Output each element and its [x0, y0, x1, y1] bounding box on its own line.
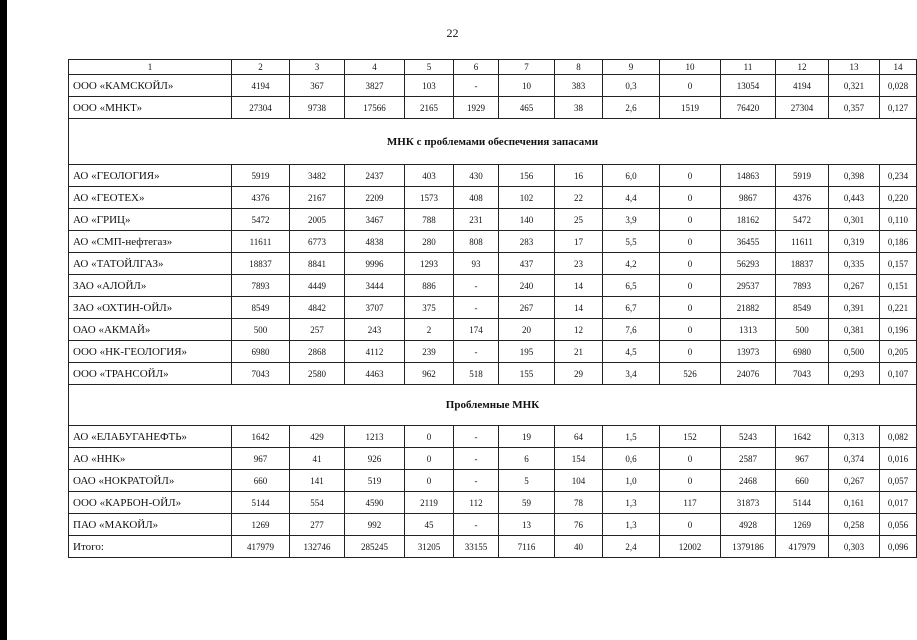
- value-cell: 0,443: [829, 187, 880, 209]
- value-cell: 1293: [405, 253, 454, 275]
- value-cell: 660: [776, 470, 829, 492]
- value-cell: 21882: [721, 297, 776, 319]
- value-cell: 21: [555, 341, 603, 363]
- column-number-cell: 2: [232, 60, 290, 75]
- value-cell: 375: [405, 297, 454, 319]
- value-cell: 4112: [345, 341, 405, 363]
- table-row: [69, 187, 917, 209]
- value-cell: 0,056: [880, 514, 917, 536]
- column-number-cell: 3: [290, 60, 345, 75]
- value-cell: 174: [454, 319, 499, 341]
- value-cell: 0: [405, 426, 454, 448]
- company-name-cell: АО «ГРИЦ»: [69, 209, 232, 231]
- total-value-cell: 7116: [499, 536, 555, 558]
- value-cell: 2468: [721, 470, 776, 492]
- value-cell: 886: [405, 275, 454, 297]
- value-cell: 0: [660, 448, 721, 470]
- value-cell: 0,016: [880, 448, 917, 470]
- table-row: [69, 75, 917, 97]
- value-cell: 0: [660, 514, 721, 536]
- value-cell: 3444: [345, 275, 405, 297]
- value-cell: 1,5: [603, 426, 660, 448]
- value-cell: 0,3: [603, 75, 660, 97]
- value-cell: 3,4: [603, 363, 660, 385]
- column-number-cell: 10: [660, 60, 721, 75]
- value-cell: 4463: [345, 363, 405, 385]
- value-cell: 2868: [290, 341, 345, 363]
- company-name-cell: АО «ГЕОТЕХ»: [69, 187, 232, 209]
- value-cell: 24076: [721, 363, 776, 385]
- table-row: [69, 470, 917, 492]
- value-cell: 408: [454, 187, 499, 209]
- value-cell: 967: [776, 448, 829, 470]
- value-cell: 0,127: [880, 97, 917, 119]
- value-cell: 45: [405, 514, 454, 536]
- table-row: [69, 448, 917, 470]
- value-cell: 6,5: [603, 275, 660, 297]
- table-row: [69, 165, 917, 187]
- value-cell: 0,374: [829, 448, 880, 470]
- total-row: [69, 536, 917, 558]
- table-row: [69, 426, 917, 448]
- section-title: Проблемные МНК: [69, 385, 917, 426]
- value-cell: 0,267: [829, 275, 880, 297]
- value-cell: 14863: [721, 165, 776, 187]
- company-name-cell: АО «ЕЛАБУГАНЕФТЬ»: [69, 426, 232, 448]
- value-cell: 0,335: [829, 253, 880, 275]
- value-cell: 0: [660, 275, 721, 297]
- total-label: Итого:: [69, 536, 232, 558]
- value-cell: 0: [405, 448, 454, 470]
- value-cell: 526: [660, 363, 721, 385]
- value-cell: 1642: [776, 426, 829, 448]
- data-table: [68, 59, 917, 558]
- value-cell: 2,6: [603, 97, 660, 119]
- value-cell: 788: [405, 209, 454, 231]
- value-cell: 0: [660, 231, 721, 253]
- value-cell: 16: [555, 165, 603, 187]
- total-value-cell: 285245: [345, 536, 405, 558]
- value-cell: 155: [499, 363, 555, 385]
- value-cell: 808: [454, 231, 499, 253]
- total-value-cell: 40: [555, 536, 603, 558]
- company-name-cell: ООО «МНКТ»: [69, 97, 232, 119]
- table-row: [69, 275, 917, 297]
- value-cell: 465: [499, 97, 555, 119]
- value-cell: 2005: [290, 209, 345, 231]
- value-cell: 8549: [776, 297, 829, 319]
- value-cell: 0,381: [829, 319, 880, 341]
- value-cell: 1929: [454, 97, 499, 119]
- value-cell: 5144: [232, 492, 290, 514]
- value-cell: 4,5: [603, 341, 660, 363]
- total-value-cell: 417979: [776, 536, 829, 558]
- value-cell: 0,500: [829, 341, 880, 363]
- total-value-cell: 417979: [232, 536, 290, 558]
- value-cell: 11611: [232, 231, 290, 253]
- value-cell: 0: [660, 187, 721, 209]
- value-cell: 277: [290, 514, 345, 536]
- value-cell: 992: [345, 514, 405, 536]
- column-number-cell: 5: [405, 60, 454, 75]
- value-cell: 13054: [721, 75, 776, 97]
- value-cell: 20: [499, 319, 555, 341]
- value-cell: 1,3: [603, 492, 660, 514]
- value-cell: 13973: [721, 341, 776, 363]
- company-name-cell: АО «СМП-нефтегаз»: [69, 231, 232, 253]
- value-cell: 56293: [721, 253, 776, 275]
- value-cell: 1519: [660, 97, 721, 119]
- value-cell: 5919: [232, 165, 290, 187]
- value-cell: 13: [499, 514, 555, 536]
- table-row: [69, 514, 917, 536]
- value-cell: 10: [499, 75, 555, 97]
- value-cell: 14: [555, 275, 603, 297]
- value-cell: 660: [232, 470, 290, 492]
- value-cell: 437: [499, 253, 555, 275]
- value-cell: 0,017: [880, 492, 917, 514]
- value-cell: 104: [555, 470, 603, 492]
- value-cell: 2119: [405, 492, 454, 514]
- value-cell: 154: [555, 448, 603, 470]
- value-cell: 239: [405, 341, 454, 363]
- table-row: [69, 363, 917, 385]
- company-name-cell: ООО «КАРБОН-ОЙЛ»: [69, 492, 232, 514]
- value-cell: 0,293: [829, 363, 880, 385]
- value-cell: 17: [555, 231, 603, 253]
- value-cell: -: [454, 448, 499, 470]
- value-cell: 7043: [776, 363, 829, 385]
- value-cell: 0: [660, 209, 721, 231]
- page-number: 22: [446, 26, 459, 40]
- value-cell: 0,234: [880, 165, 917, 187]
- value-cell: 156: [499, 165, 555, 187]
- value-cell: -: [454, 75, 499, 97]
- value-cell: 0: [660, 319, 721, 341]
- value-cell: -: [454, 470, 499, 492]
- value-cell: 2580: [290, 363, 345, 385]
- value-cell: 11611: [776, 231, 829, 253]
- value-cell: 152: [660, 426, 721, 448]
- value-cell: 0,398: [829, 165, 880, 187]
- value-cell: 0,301: [829, 209, 880, 231]
- table-row: [69, 253, 917, 275]
- total-value-cell: 0,303: [829, 536, 880, 558]
- value-cell: 59: [499, 492, 555, 514]
- value-cell: 0: [660, 341, 721, 363]
- value-cell: 0,082: [880, 426, 917, 448]
- value-cell: 2437: [345, 165, 405, 187]
- value-cell: 4449: [290, 275, 345, 297]
- value-cell: 29537: [721, 275, 776, 297]
- value-cell: 4194: [232, 75, 290, 97]
- value-cell: -: [454, 341, 499, 363]
- company-name-cell: ОАО «НОКРАТОЙЛ»: [69, 470, 232, 492]
- value-cell: 6980: [232, 341, 290, 363]
- value-cell: 6,7: [603, 297, 660, 319]
- value-cell: 0,205: [880, 341, 917, 363]
- value-cell: 9867: [721, 187, 776, 209]
- value-cell: 500: [776, 319, 829, 341]
- value-cell: 103: [405, 75, 454, 97]
- total-value-cell: 2,4: [603, 536, 660, 558]
- column-number-row: [69, 60, 917, 75]
- value-cell: 14: [555, 297, 603, 319]
- value-cell: 2: [405, 319, 454, 341]
- value-cell: 22: [555, 187, 603, 209]
- value-cell: 112: [454, 492, 499, 514]
- value-cell: 3467: [345, 209, 405, 231]
- value-cell: 25: [555, 209, 603, 231]
- table-row: [69, 231, 917, 253]
- value-cell: 76: [555, 514, 603, 536]
- value-cell: 36455: [721, 231, 776, 253]
- value-cell: 4376: [232, 187, 290, 209]
- value-cell: 7893: [776, 275, 829, 297]
- value-cell: 5472: [776, 209, 829, 231]
- value-cell: 27304: [776, 97, 829, 119]
- total-value-cell: 0,096: [880, 536, 917, 558]
- column-number-cell: 1: [69, 60, 232, 75]
- value-cell: 7893: [232, 275, 290, 297]
- value-cell: 0,186: [880, 231, 917, 253]
- company-name-cell: АО «ГЕОЛОГИЯ»: [69, 165, 232, 187]
- value-cell: 29: [555, 363, 603, 385]
- value-cell: 0,196: [880, 319, 917, 341]
- company-name-cell: АО «ТАТОЙЛГАЗ»: [69, 253, 232, 275]
- value-cell: 12: [555, 319, 603, 341]
- value-cell: 0: [660, 470, 721, 492]
- value-cell: 926: [345, 448, 405, 470]
- value-cell: 554: [290, 492, 345, 514]
- value-cell: 4590: [345, 492, 405, 514]
- value-cell: 0,157: [880, 253, 917, 275]
- value-cell: 257: [290, 319, 345, 341]
- value-cell: -: [454, 297, 499, 319]
- value-cell: 0,161: [829, 492, 880, 514]
- column-number-cell: 7: [499, 60, 555, 75]
- value-cell: 93: [454, 253, 499, 275]
- value-cell: 3,9: [603, 209, 660, 231]
- value-cell: 1313: [721, 319, 776, 341]
- company-name-cell: ООО «НК-ГЕОЛОГИЯ»: [69, 341, 232, 363]
- left-edge-bar: [0, 0, 7, 640]
- value-cell: 7,6: [603, 319, 660, 341]
- column-number-cell: 12: [776, 60, 829, 75]
- value-cell: 280: [405, 231, 454, 253]
- value-cell: 4,4: [603, 187, 660, 209]
- column-number-cell: 6: [454, 60, 499, 75]
- value-cell: 967: [232, 448, 290, 470]
- value-cell: 1269: [232, 514, 290, 536]
- value-cell: 5,5: [603, 231, 660, 253]
- value-cell: 195: [499, 341, 555, 363]
- value-cell: 0,321: [829, 75, 880, 97]
- value-cell: 2165: [405, 97, 454, 119]
- value-cell: 5243: [721, 426, 776, 448]
- value-cell: 6: [499, 448, 555, 470]
- value-cell: 3482: [290, 165, 345, 187]
- column-number-cell: 11: [721, 60, 776, 75]
- value-cell: 6773: [290, 231, 345, 253]
- total-value-cell: 31205: [405, 536, 454, 558]
- value-cell: 9996: [345, 253, 405, 275]
- value-cell: 3707: [345, 297, 405, 319]
- value-cell: 140: [499, 209, 555, 231]
- value-cell: 4194: [776, 75, 829, 97]
- company-name-cell: ПАО «МАКОЙЛ»: [69, 514, 232, 536]
- value-cell: 231: [454, 209, 499, 231]
- value-cell: 19: [499, 426, 555, 448]
- value-cell: 0,319: [829, 231, 880, 253]
- total-value-cell: 33155: [454, 536, 499, 558]
- company-name-cell: ЗАО «ОХТИН-ОЙЛ»: [69, 297, 232, 319]
- value-cell: 0: [405, 470, 454, 492]
- table-row: [69, 97, 917, 119]
- value-cell: 0,267: [829, 470, 880, 492]
- table-row: [69, 341, 917, 363]
- value-cell: 243: [345, 319, 405, 341]
- value-cell: 31873: [721, 492, 776, 514]
- value-cell: 4376: [776, 187, 829, 209]
- value-cell: 0,221: [880, 297, 917, 319]
- value-cell: -: [454, 275, 499, 297]
- value-cell: 4928: [721, 514, 776, 536]
- value-cell: 0,313: [829, 426, 880, 448]
- value-cell: 5: [499, 470, 555, 492]
- value-cell: 0,151: [880, 275, 917, 297]
- value-cell: 78: [555, 492, 603, 514]
- company-name-cell: ООО «КАМСКОЙЛ»: [69, 75, 232, 97]
- value-cell: 1213: [345, 426, 405, 448]
- value-cell: 403: [405, 165, 454, 187]
- value-cell: 17566: [345, 97, 405, 119]
- value-cell: -: [454, 514, 499, 536]
- value-cell: 0,107: [880, 363, 917, 385]
- value-cell: 23: [555, 253, 603, 275]
- value-cell: 0: [660, 253, 721, 275]
- total-value-cell: 1379186: [721, 536, 776, 558]
- total-value-cell: 12002: [660, 536, 721, 558]
- value-cell: 3827: [345, 75, 405, 97]
- section-header-row: [69, 119, 917, 165]
- value-cell: 18162: [721, 209, 776, 231]
- value-cell: 1573: [405, 187, 454, 209]
- column-number-cell: 14: [880, 60, 917, 75]
- value-cell: 8841: [290, 253, 345, 275]
- value-cell: 1,3: [603, 514, 660, 536]
- value-cell: -: [454, 426, 499, 448]
- value-cell: 4,2: [603, 253, 660, 275]
- value-cell: 4842: [290, 297, 345, 319]
- value-cell: 5472: [232, 209, 290, 231]
- company-name-cell: ЗАО «АЛОЙЛ»: [69, 275, 232, 297]
- value-cell: 367: [290, 75, 345, 97]
- value-cell: 0: [660, 75, 721, 97]
- value-cell: 5919: [776, 165, 829, 187]
- value-cell: 4838: [345, 231, 405, 253]
- value-cell: 6980: [776, 341, 829, 363]
- value-cell: 1,0: [603, 470, 660, 492]
- value-cell: 38: [555, 97, 603, 119]
- value-cell: 0,258: [829, 514, 880, 536]
- value-cell: 0: [660, 165, 721, 187]
- value-cell: 283: [499, 231, 555, 253]
- value-cell: 18837: [232, 253, 290, 275]
- value-cell: 2587: [721, 448, 776, 470]
- value-cell: 117: [660, 492, 721, 514]
- column-number-cell: 13: [829, 60, 880, 75]
- value-cell: 0,110: [880, 209, 917, 231]
- value-cell: 519: [345, 470, 405, 492]
- value-cell: 2209: [345, 187, 405, 209]
- value-cell: 962: [405, 363, 454, 385]
- value-cell: 267: [499, 297, 555, 319]
- value-cell: 0,057: [880, 470, 917, 492]
- value-cell: 102: [499, 187, 555, 209]
- value-cell: 0,220: [880, 187, 917, 209]
- section-title: МНК с проблемами обеспечения запасами: [69, 119, 917, 165]
- value-cell: 1642: [232, 426, 290, 448]
- value-cell: 6,0: [603, 165, 660, 187]
- value-cell: 9738: [290, 97, 345, 119]
- value-cell: 141: [290, 470, 345, 492]
- value-cell: 0,028: [880, 75, 917, 97]
- value-cell: 76420: [721, 97, 776, 119]
- value-cell: 0,6: [603, 448, 660, 470]
- value-cell: 240: [499, 275, 555, 297]
- company-name-cell: ООО «ТРАНСОЙЛ»: [69, 363, 232, 385]
- company-name-cell: ОАО «АКМАЙ»: [69, 319, 232, 341]
- value-cell: 429: [290, 426, 345, 448]
- table-row: [69, 319, 917, 341]
- value-cell: 0,391: [829, 297, 880, 319]
- value-cell: 5144: [776, 492, 829, 514]
- value-cell: 383: [555, 75, 603, 97]
- value-cell: 500: [232, 319, 290, 341]
- column-number-cell: 8: [555, 60, 603, 75]
- value-cell: 27304: [232, 97, 290, 119]
- value-cell: 8549: [232, 297, 290, 319]
- value-cell: 1269: [776, 514, 829, 536]
- value-cell: 7043: [232, 363, 290, 385]
- table-row: [69, 492, 917, 514]
- value-cell: 518: [454, 363, 499, 385]
- value-cell: 430: [454, 165, 499, 187]
- value-cell: 0,357: [829, 97, 880, 119]
- company-name-cell: АО «ННК»: [69, 448, 232, 470]
- table-row: [69, 209, 917, 231]
- column-number-cell: 4: [345, 60, 405, 75]
- total-value-cell: 132746: [290, 536, 345, 558]
- value-cell: 41: [290, 448, 345, 470]
- table-row: [69, 297, 917, 319]
- value-cell: 0: [660, 297, 721, 319]
- value-cell: 64: [555, 426, 603, 448]
- value-cell: 2167: [290, 187, 345, 209]
- section-header-row: [69, 385, 917, 426]
- column-number-cell: 9: [603, 60, 660, 75]
- value-cell: 18837: [776, 253, 829, 275]
